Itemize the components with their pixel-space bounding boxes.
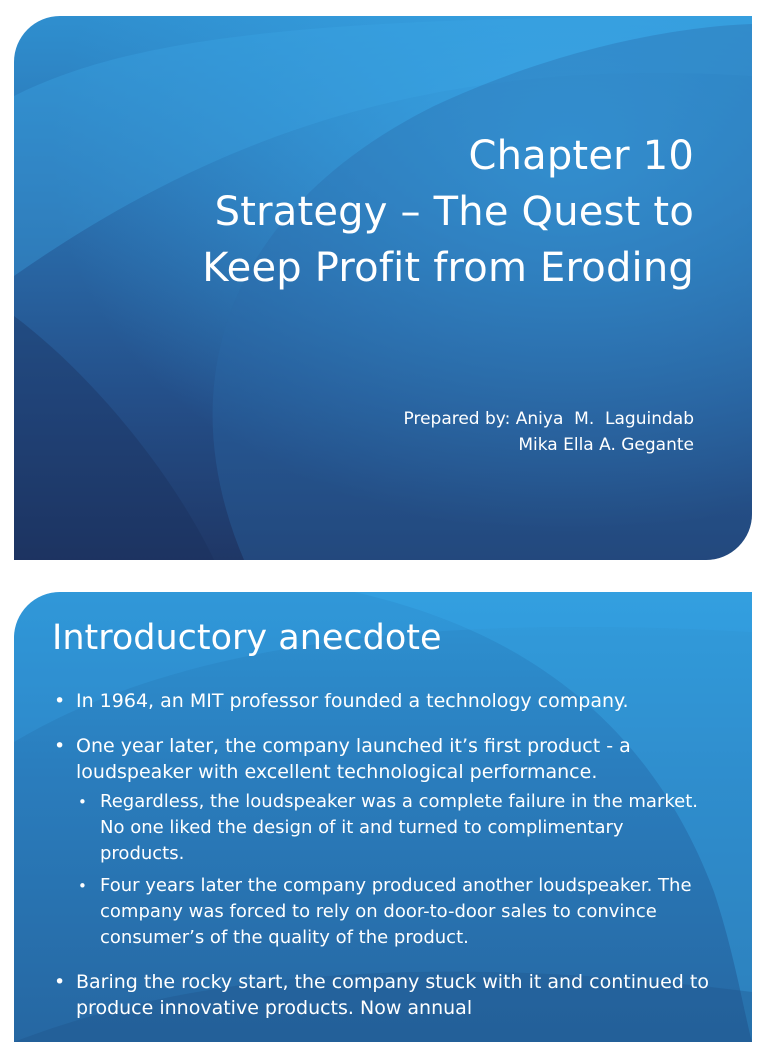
sub-bullet-item — [52, 789, 712, 867]
slide-title: Introductory anecdote — [52, 618, 442, 658]
bullet-item — [52, 733, 712, 785]
content-slide — [14, 592, 752, 1042]
title-line-3: Keep Profit from Eroding — [202, 245, 694, 291]
title-slide — [14, 16, 752, 560]
prepared-by-text: Prepared by: Aniya M. Laguindab Mika Ella A. Gegante — [403, 409, 694, 455]
title-line-2: Strategy – The Quest to — [214, 189, 694, 235]
bullet-list — [52, 688, 712, 1040]
title-line-1: Chapter 10 — [468, 133, 694, 179]
bullet-dot: • — [78, 793, 87, 811]
bullet-text: Baring the rocky start, the company stuck with it and continued to produce innovative products. Now annual — [76, 971, 709, 1019]
bullet-text: One year later, the company launched it’s first product - a loudspeaker with excellent technological performance. — [76, 735, 631, 783]
bullet-dot: • — [54, 735, 66, 757]
sub-bullet-text: Four years later the company produced another loudspeaker. The company was forced to rely on door-to-door sales to convince consumer’s of the quality of the product. — [100, 875, 692, 948]
slide-title — [202, 128, 694, 296]
sub-bullet-text: Regardless, the loudspeaker was a complete failure in the market. No one liked the design of it and turned to complimentary products. — [100, 791, 698, 864]
bullet-dot: • — [54, 971, 66, 993]
sub-bullet-item — [52, 873, 712, 951]
bullet-dot: • — [78, 877, 87, 895]
bullet-item — [52, 688, 712, 714]
bullet-item — [52, 969, 712, 1021]
bullet-text: In 1964, an MIT professor founded a technology company. — [76, 690, 629, 712]
bullet-dot: • — [54, 690, 66, 712]
